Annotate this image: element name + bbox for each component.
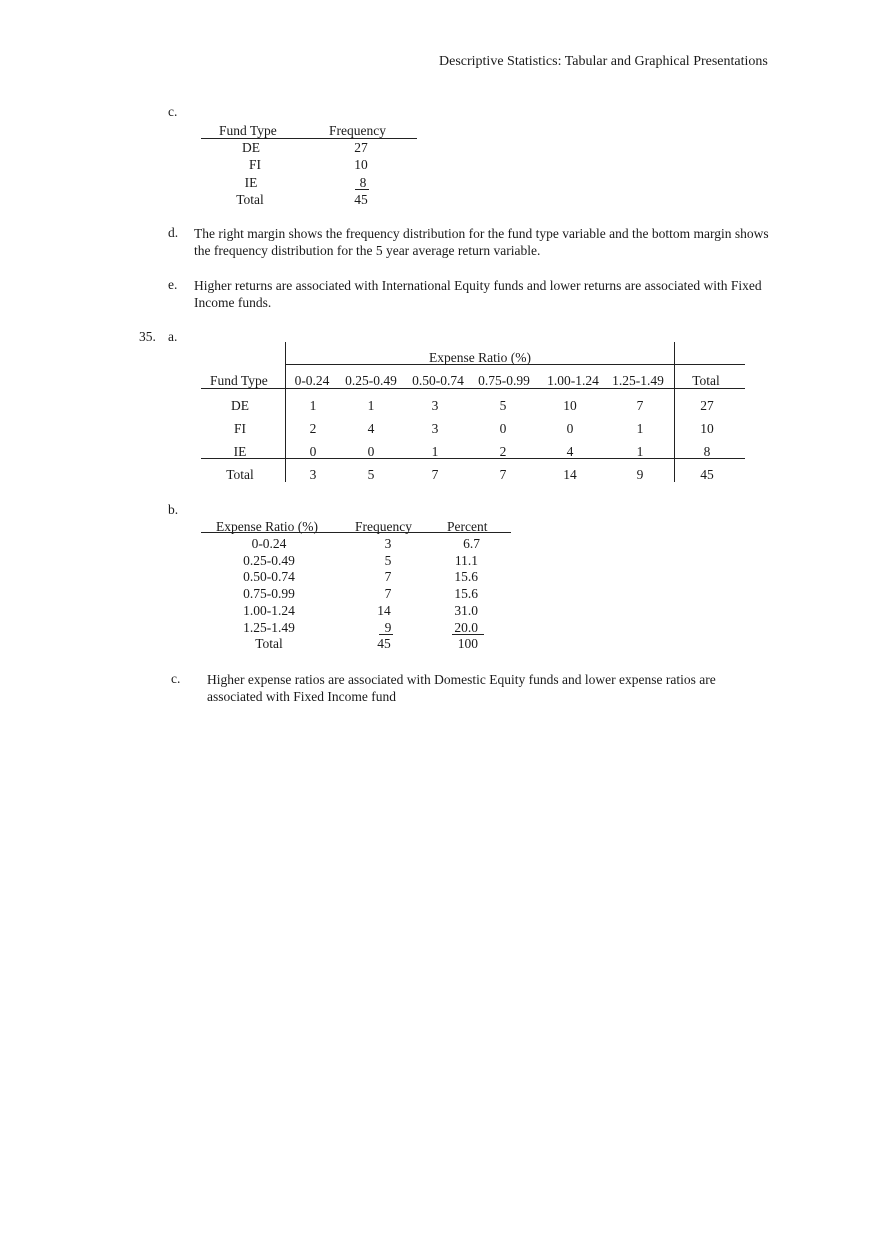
- total-column-header: Total: [692, 373, 720, 388]
- total-row-label: Total: [226, 467, 254, 482]
- cell: 3: [431, 421, 439, 436]
- frequency-header: Frequency: [355, 519, 412, 534]
- row-total: 10: [700, 421, 714, 436]
- pct-cell: 15.6: [454, 586, 478, 601]
- frequency-cell: 10: [354, 157, 368, 172]
- ratio-cell: 0.75-0.99: [243, 586, 295, 601]
- problem-number: 35.: [139, 329, 156, 344]
- cell: 3: [431, 398, 439, 413]
- ratio-cell: 1.00-1.24: [243, 603, 295, 618]
- fund-type-total: Total: [236, 192, 264, 207]
- column-total: 5: [367, 467, 375, 482]
- pct-subtotal-underline: [452, 634, 484, 635]
- cell: 0: [309, 444, 317, 459]
- pct-cell: 31.0: [454, 603, 478, 618]
- row-label-de: DE: [231, 398, 249, 413]
- column-total: 7: [431, 467, 439, 482]
- cell: 0: [367, 444, 375, 459]
- part-d-label: d.: [168, 225, 179, 240]
- row-total: 8: [703, 444, 711, 459]
- ratio-cell: 0.50-0.74: [243, 569, 295, 584]
- cell: 1: [636, 421, 644, 436]
- row-total: 27: [700, 398, 714, 413]
- row-label-fi: FI: [233, 421, 246, 436]
- dist-header-rule: [201, 532, 511, 533]
- pct-cell: 6.7: [463, 536, 480, 551]
- pct-cell: 15.6: [454, 569, 478, 584]
- column-total: 3: [309, 467, 317, 482]
- freq-cell: 14: [377, 603, 391, 618]
- column-total: 7: [499, 467, 507, 482]
- cell: 5: [499, 398, 507, 413]
- fund-type-cell: IE: [244, 175, 258, 190]
- part-c2-text: Higher expense ratios are associated with Domestic Equity funds and lower expense ratios are associated with Fixed Income fund: [207, 672, 716, 704]
- expense-ratio-header: Expense Ratio (%): [216, 519, 318, 534]
- freq-cell: 5: [384, 553, 392, 568]
- running-header: Descriptive Statistics: Tabular and Graphical Presentations: [439, 54, 768, 69]
- cell: 2: [499, 444, 507, 459]
- frequency-total: 45: [354, 192, 368, 207]
- part-e-label: e.: [168, 277, 178, 292]
- cell: 1: [431, 444, 439, 459]
- frequency-cell: 27: [354, 140, 368, 155]
- part-b-label: b.: [168, 502, 179, 517]
- ratio-cell: 1.25-1.49: [243, 620, 295, 635]
- freq-cell: 3: [384, 536, 392, 551]
- cell: 7: [636, 398, 644, 413]
- cell: 1: [309, 398, 317, 413]
- part-e-text: Higher returns are associated with International Equity funds and lower returns are associated with Fixed Income funds.: [194, 278, 762, 310]
- fund-type-cell: FI: [248, 157, 261, 172]
- freq-cell: 9: [384, 620, 392, 635]
- column-header: 0.25-0.49: [345, 373, 397, 388]
- cell: 4: [367, 421, 375, 436]
- column-total: 14: [563, 467, 577, 482]
- column-header: 0.75-0.99: [478, 373, 530, 388]
- cell: 4: [566, 444, 574, 459]
- fund-type-cell: DE: [242, 140, 260, 155]
- part-c2-label: c.: [171, 671, 181, 686]
- frequency-cell: 8: [359, 175, 367, 190]
- frequency-header: Frequency: [329, 123, 386, 138]
- row-label-ie: IE: [233, 444, 247, 459]
- cell: 1: [367, 398, 375, 413]
- cell: 0: [566, 421, 574, 436]
- fund-type-column-header: Fund Type: [210, 373, 268, 388]
- ratio-cell: 0.25-0.49: [243, 553, 295, 568]
- column-header: 0.50-0.74: [412, 373, 464, 388]
- column-total: 9: [636, 467, 644, 482]
- cell: 10: [563, 398, 577, 413]
- header-rule: [201, 138, 417, 139]
- column-header: 1.00-1.24: [547, 373, 599, 388]
- expense-ratio-group-header: Expense Ratio (%): [429, 350, 531, 365]
- freq-cell: 7: [384, 569, 392, 584]
- pct-cell: 11.1: [454, 553, 478, 568]
- dist-total-freq: 45: [377, 636, 391, 651]
- cell: 2: [309, 421, 317, 436]
- fund-type-header: Fund Type: [219, 123, 277, 138]
- column-header: 0-0.24: [294, 373, 330, 388]
- ratio-cell: 0-0.24: [251, 536, 287, 551]
- grand-total: 45: [700, 467, 714, 482]
- dist-total-pct: 100: [457, 636, 478, 651]
- column-header: 1.25-1.49: [612, 373, 664, 388]
- subtotal-underline: [355, 189, 369, 190]
- pct-cell: 20.0: [454, 620, 478, 635]
- freq-cell: 7: [384, 586, 392, 601]
- cell: 0: [499, 421, 507, 436]
- part-d-text: The right margin shows the frequency distribution for the fund type variable and the bottom margin shows the frequency distribution for the 5 year average return variable.: [194, 226, 769, 258]
- part-a-label: a.: [168, 329, 178, 344]
- dist-total-label: Total: [255, 636, 283, 651]
- percent-header: Percent: [447, 519, 488, 534]
- cell: 1: [636, 444, 644, 459]
- part-c-label: c.: [168, 104, 178, 119]
- freq-subtotal-underline: [379, 634, 393, 635]
